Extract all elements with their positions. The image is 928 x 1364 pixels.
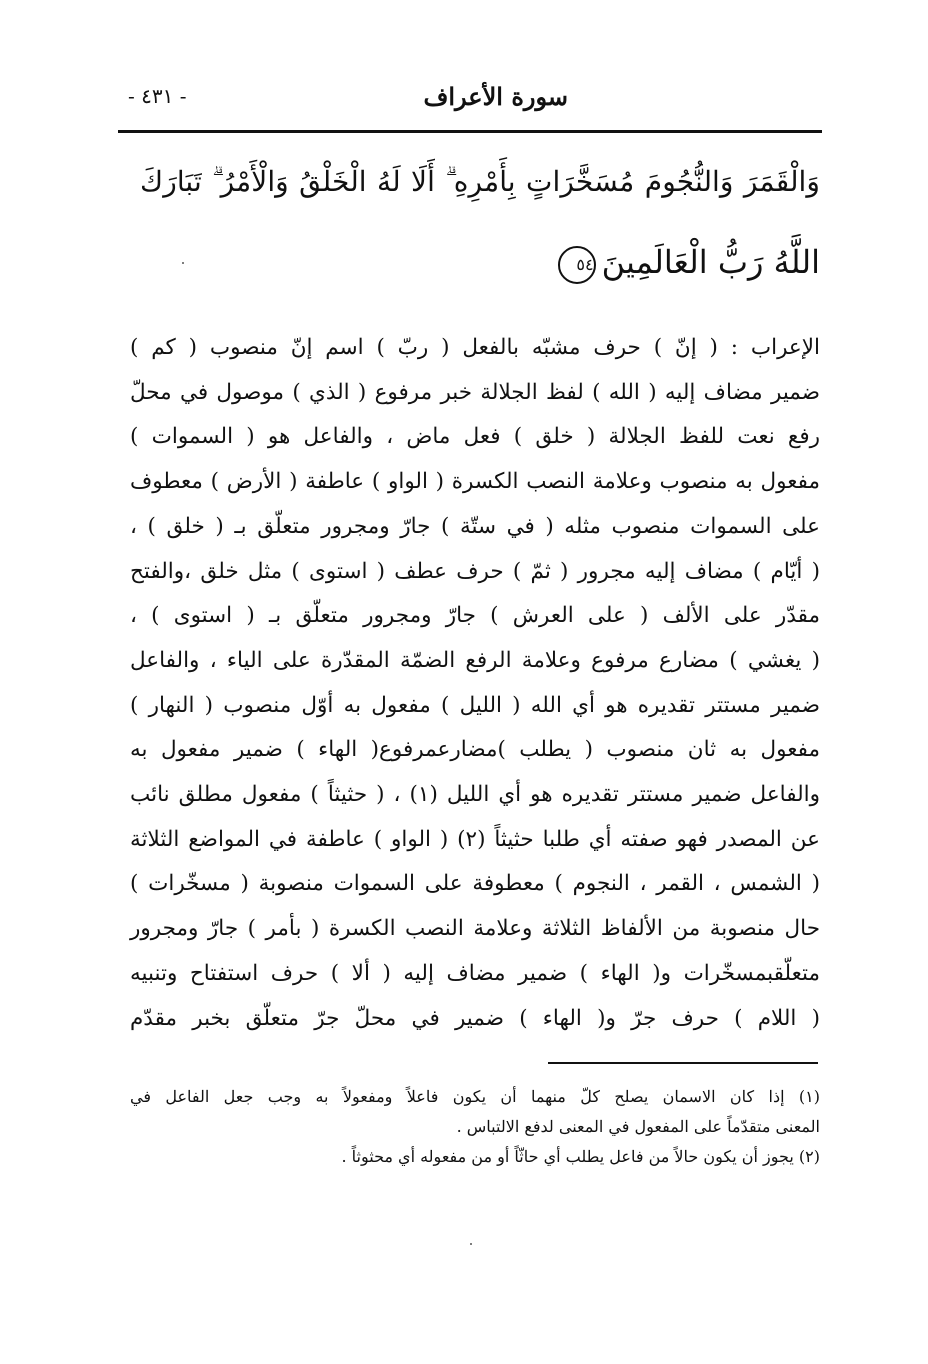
irab-line: مفعول به ثان منصوب ( يطلب )مضارعمرفوع( الهاء ) ضمير مفعول به [130, 737, 820, 763]
page-header [128, 82, 818, 122]
irab-line: ضمير مستتر تقديره هو أي الله ( الليل ) مفعول به أوّل منصوب ( النهار ) [130, 692, 820, 718]
irab-line: حال منصوبة من الألفاظ الثلاثة وعلامة النصب الكسرة ( بأمر ) جارّ ومجرور [130, 916, 820, 942]
verse-line-text: اللَّهُ رَبُّ الْعَالَمِينَ [601, 243, 820, 281]
irab-line: ( الشمس ، القمر ، النجوم ) معطوفة على السموات منصوبة ( مسخّرات ) [130, 871, 820, 897]
footnotes [130, 1082, 820, 1172]
irab-line: ( أيّام ) مضاف إليه مجرور ( ثمّ ) حرف عطف ( استوى ) مثل خلق ،والفتح [130, 558, 820, 584]
page-number: - ٤٣١ - [128, 84, 187, 108]
verse-line [140, 222, 820, 302]
scan-speck [182, 262, 184, 264]
footnote-line: (١) إذا كان الاسمان يصلح كلّ منهما أن يكون فاعلاً ومفعولاً به وجب جعل الفاعل في [130, 1087, 820, 1106]
footnote-divider [548, 1062, 818, 1064]
irab-line: عن المصدر فهو صفته أي طلبا حثيثاً (٢) ( الواو ) عاطفة في المواضع الثلاثة [130, 826, 820, 852]
surah-title: سورة الأعراف [423, 82, 568, 111]
ayah-number-marker: ٥٤ [558, 246, 596, 284]
irab-line: والفاعل ضمير مستتر تقديره هو أي الليل (١) ، ( حثيثاً ) مفعول مطلق نائب [130, 782, 820, 808]
irab-line: ( اللام ) حرف جرّ و( الهاء ) ضمير في محلّ جرّ متعلّق بخبر مقدّم [130, 1005, 820, 1031]
irab-line: رفع نعت للفظ الجلالة ( خلق ) فعل ماض ، والفاعل هو ( السموات ) [130, 424, 820, 450]
footnote-line: (٢) يجوز أن يكون حالاً من فاعل يطلب أي حاثّاً أو من مفعوله أي محثوثاً . [341, 1147, 820, 1166]
quran-verse [140, 142, 820, 302]
footnote-line: المعنى متقدّماً على المفعول في المعنى لدفع الالتباس . [456, 1117, 820, 1136]
irab-line: على السموات منصوب مثله ( في ستّة ) جارّ ومجرور متعلّق بـ ( خلق ) ، [130, 513, 820, 539]
irab-line: ( يغشي ) مضارع مرفوع وعلامة الرفع الضمّة المقدّرة على الياء ، والفاعل [130, 647, 820, 673]
irab-line: مفعول به منصوب وعلامة النصب الكسرة ( الواو ) عاطفة ( الأرض ) معطوف [130, 469, 820, 495]
irab-line: الإعراب : ( إنّ ) حرف مشبّه بالفعل ( ربّ ) اسم إنّ منصوب ( كم ) [130, 335, 820, 360]
irab-line: مقدّر على الألف ( على العرش ) جارّ ومجرور متعلّق بـ ( استوى ) ، [130, 603, 820, 629]
verse-line: وَالْقَمَرَ وَالنُّجُومَ مُسَخَّرَاتٍ بِأَمْرِهِ ۗ أَلَا لَهُ الْخَلْقُ وَالْأَمْرُ ۗ تَبَارَكَ [140, 165, 820, 198]
scan-speck [470, 1243, 472, 1245]
irab-line: متعلّقبمسخّرات و( الهاء ) ضمير مضاف إليه ( ألا ) حرف استفتاح وتنبيه [130, 960, 820, 986]
irab-section [130, 326, 820, 1041]
header-divider [118, 130, 822, 133]
irab-line: ضمير مضاف إليه ( الله ) لفظ الجلالة خبر مرفوع ( الذي ) موصول في محلّ [130, 379, 820, 405]
